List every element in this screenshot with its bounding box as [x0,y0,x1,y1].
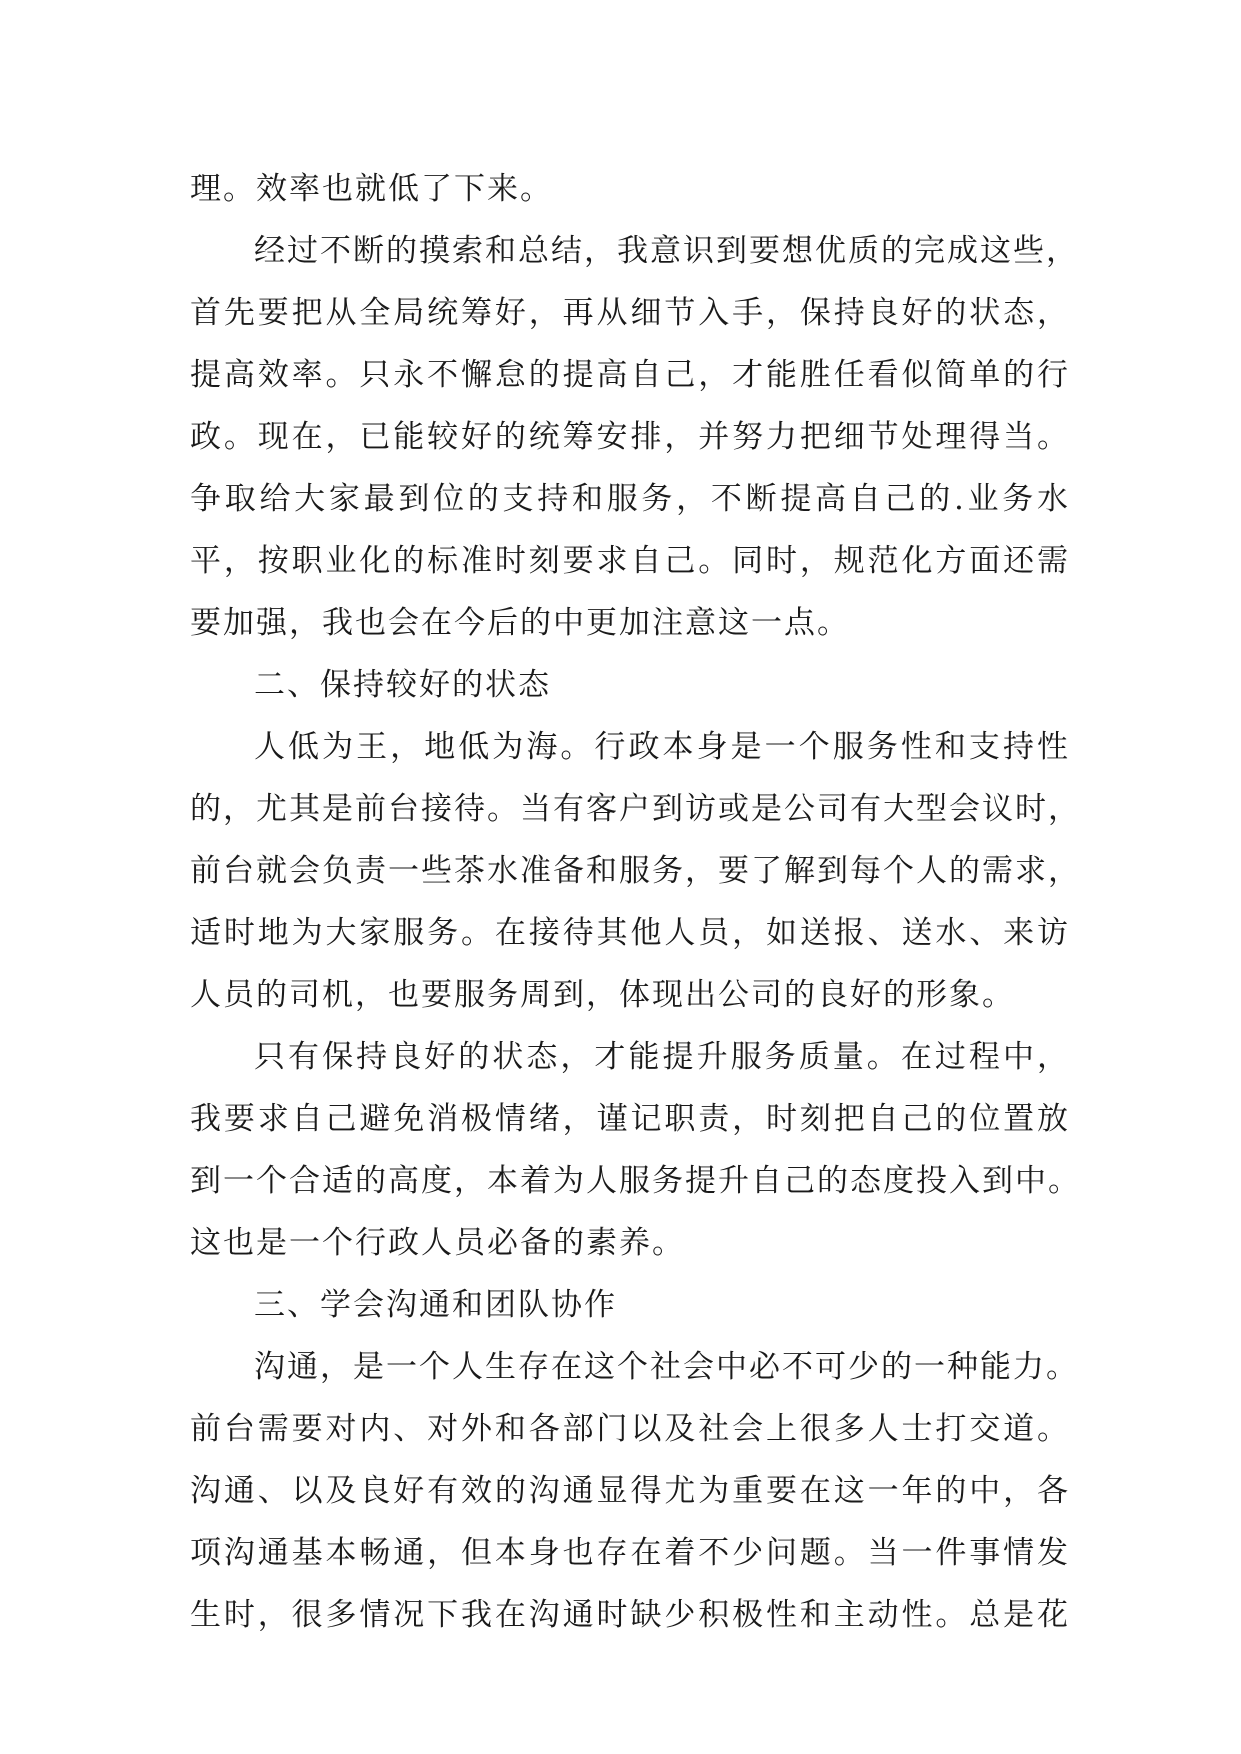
text-line: 到一个合适的高度，本着为人服务提升自己的态度投入到中。 [190,1163,1081,1199]
text-line: 只有保持良好的状态，才能提升服务质量。在过程中， [254,1039,1070,1075]
text-line: 前台就会负责一些茶水准备和服务，要了解到每个人的需求， [190,853,1081,889]
text-line: 前台需要对内、对外和各部门以及社会上很多人士打交道。 [190,1411,1070,1447]
text-line: 平，按职业化的标准时刻要求自己。同时，规范化方面还需 [190,543,1070,579]
text-line: 人低为王，地低为海。行政本身是一个服务性和支持性 [254,729,1070,765]
text-line: 项沟通基本畅通，但本身也存在着不少问题。当一件事情发 [190,1535,1070,1571]
text-line: 理。效率也就低了下来。 [190,171,553,207]
text-line: 沟通，是一个人生存在这个社会中必不可少的一种能力。 [254,1349,1079,1385]
text-line: 人员的司机，也要服务周到，体现出公司的良好的形象。 [190,977,1015,1013]
text-line: 争取给大家最到位的支持和服务，不断提高自己的.业务水 [190,481,1070,517]
text-line: 经过不断的摸索和总结，我意识到要想优质的完成这些， [254,233,1079,269]
text-line: 政。现在，已能较好的统筹安排，并努力把细节处理得当。 [190,419,1070,455]
text-line: 三、学会沟通和团队协作 [254,1287,617,1323]
text-line: 我要求自己避免消极情绪，谨记职责，时刻把自己的位置放 [190,1101,1070,1137]
text-line: 二、保持较好的状态 [254,667,551,703]
text-line: 这也是一个行政人员必备的素养。 [190,1225,685,1261]
text-line: 要加强，我也会在今后的中更加注意这一点。 [190,605,850,641]
text-line: 生时，很多情况下我在沟通时缺少积极性和主动性。总是花 [190,1597,1070,1633]
document-body [190,158,1081,1646]
text-line: 适时地为大家服务。在接待其他人员，如送报、送水、来访 [190,915,1070,951]
text-line: 首先要把从全局统筹好，再从细节入手，保持良好的状态， [190,295,1070,331]
text-line: 提高效率。只永不懈怠的提高自己，才能胜任看似简单的行 [190,357,1070,393]
text-line: 的，尤其是前台接待。当有客户到访或是公司有大型会议时， [190,791,1081,827]
text-line: 沟通、以及良好有效的沟通显得尤为重要在这一年的中，各 [190,1473,1070,1509]
